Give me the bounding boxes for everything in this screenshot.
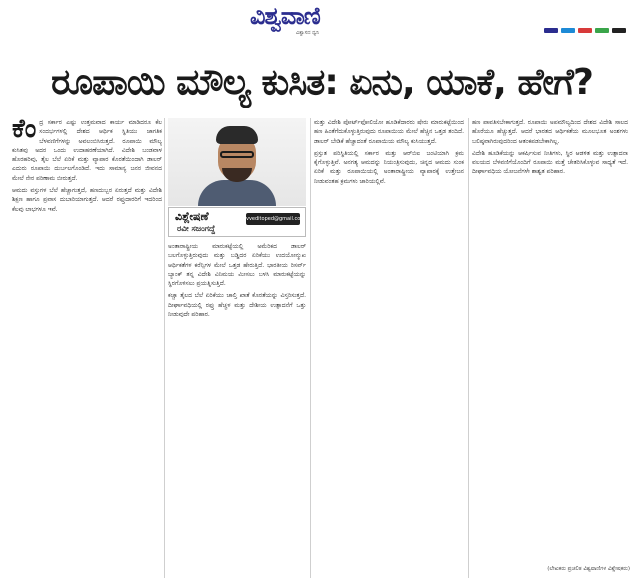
- photo-hair: [216, 126, 258, 144]
- article-column-3: [314, 118, 464, 578]
- masthead-logo: ವಿಶ್ವವಾಣಿ: [250, 2, 320, 30]
- column-paragraph: ಕಚ್ಚಾ ತೈಲದ ಬೆಲೆ ಏರಿಕೆಯು ಚಾಲ್ತಿ ಖಾತೆ ಕೊರತೆಯನ್ನು ವಿಸ್ತರಿಸುತ್ತದೆ. ದೀರ್ಘಾವಧಿಯಲ್ಲಿ ರಫ್ತು ಹೆಚ್ಚಳ ಮತ್ತು ದೇಶೀಯ ಉತ್ಪಾದನೆಗೆ ಒತ್ತು ನೀಡುವುದೇ ಪರಿಹಾರ.: [168, 292, 306, 319]
- dropcap: ಕೆಂ: [12, 118, 37, 144]
- masthead-color-strip: [544, 28, 626, 33]
- column-paragraph: ದ್ರ ಸರ್ಕಾರ ಎಷ್ಟು ಉತ್ತಮವಾದ ಕಾರ್ಯ ಮಾಡಿದರೂ ಕೆಲ ಸಂದರ್ಭಗಳಲ್ಲಿ ದೇಶದ ಆರ್ಥಿಕ ಸ್ಥಿತಿಯು ಜಾಗತಿಕ ಬೆಳವಣಿಗೆಗಳನ್ನು ಅವಲಂಬಿಸಿರುತ್ತದೆ. ರೂಪಾಯಿ ಮೌಲ್ಯ ಕುಸಿತವು ಅದರ ಒಂದು ಉದಾಹರಣೆಯಾಗಿದೆ. ವಿದೇಶಿ ಬಂಡವಾಳ ಹೊರಹರಿವು, ತೈಲ ಬೆಲೆ ಏರಿಕೆ ಮತ್ತು ವ್ಯಾಪಾರ ಕೊರತೆಯಿಂದಾಗಿ ಡಾಲರ್ ಎದುರು ರೂಪಾಯಿ ದುರ್ಬಲಗೊಂಡಿದೆ. ಇದು ಸಾಮಾನ್ಯ ಜನರ ಜೀವನದ ಮೇಲೆ ನೇರ ಪರಿಣಾಮ ಬೀರುತ್ತದೆ.: [12, 119, 162, 182]
- series-label: ವಿಶ್ಲೇಷಣೆ: [175, 210, 209, 223]
- author-name: ರವೀ ಸಜಂಗದ್ದೆ: [177, 224, 216, 233]
- column-paragraph: ಮತ್ತು ವಿದೇಶಿ ಪೋರ್ಟ್‌ಫೋಲಿಯೋ ಹೂಡಿಕೆದಾರರು ಷೇರು ಮಾರುಕಟ್ಟೆಯಿಂದ ಹಣ ಹಿಂತೆಗೆದುಕೊಳ್ಳುತ್ತಿರುವುದು ರೂಪಾಯಿಯ ಮೇಲೆ ಹೆಚ್ಚಿನ ಒತ್ತಡ ತಂದಿದೆ. ಡಾಲರ್ ಬೇಡಿಕೆ ಹೆಚ್ಚಾದಂತೆ ರೂಪಾಯಿಯ ಮೌಲ್ಯ ಕುಸಿಯುತ್ತದೆ.: [314, 119, 464, 145]
- photo-glasses: [220, 151, 254, 158]
- author-namecard: [168, 207, 306, 237]
- column-divider: [468, 118, 469, 578]
- author-email[interactable]: vveditoped@gmail.com: [246, 213, 300, 225]
- masthead: [0, 0, 640, 38]
- column-paragraph: ಆಮದು ವಸ್ತುಗಳ ಬೆಲೆ ಹೆಚ್ಚಾಗುತ್ತದೆ, ಹಣದುಬ್ಬರ ಏರುತ್ತದೆ ಮತ್ತು ವಿದೇಶಿ ಶಿಕ್ಷಣ ಹಾಗೂ ಪ್ರವಾಸ ದುಬಾರಿಯಾಗುತ್ತದೆ. ಆದರೆ ರಫ್ತುದಾರರಿಗೆ ಇದರಿಂದ ಕೆಲವು ಲಾಭಗಳೂ ಇವೆ.: [12, 187, 162, 213]
- column-paragraph: ವಿದೇಶಿ ಹೂಡಿಕೆಯನ್ನು ಆಕರ್ಷಿಸುವ ನೀತಿಗಳು, ಸ್ಥಿರ ಆಡಳಿತ ಮತ್ತು ಉತ್ಪಾದನಾ ವಲಯದ ಬೆಳವಣಿಗೆಯೊಂದಿಗೆ ರೂಪಾಯಿ ಮತ್ತೆ ಚೇತರಿಸಿಕೊಳ್ಳುವ ಸಾಧ್ಯತೆ ಇದೆ. ದೀರ್ಘಾವಧಿಯ ಯೋಜನೆಗಳೇ ಶಾಶ್ವತ ಪರಿಹಾರ.: [472, 149, 628, 176]
- column-paragraph: ಹಣ ಪಾವತಿಸಬೇಕಾಗುತ್ತದೆ. ರೂಪಾಯಿ ಅಪಮೌಲ್ಯದಿಂದ ದೇಶದ ವಿದೇಶಿ ಸಾಲದ ಹೊರೆಯೂ ಹೆಚ್ಚುತ್ತದೆ. ಆದರೆ ಭಾರತದ ಆರ್ಥಿಕತೆಯ ಮೂಲಭೂತ ಅಂಶಗಳು ಬಲಿಷ್ಠವಾಗಿರುವುದರಿಂದ ಆತಂಕಪಡಬೇಕಾಗಿಲ್ಲ.: [472, 119, 628, 145]
- article-column-1: [12, 118, 162, 578]
- color-chip: [612, 28, 626, 33]
- column-divider: [310, 118, 311, 578]
- color-chip: [595, 28, 609, 33]
- color-chip: [544, 28, 558, 33]
- color-chip: [578, 28, 592, 33]
- author-credit: (ಲೇಖಕರು ಪ್ರಚಲಿತ ವಿಶ್ವವಾಣಿಗಳ ವಿಶ್ಲೇಷಕರು): [547, 566, 630, 572]
- color-chip: [561, 28, 575, 33]
- article-headline: ರೂಪಾಯಿ ಮೌಲ್ಯ ಕುಸಿತ: ಏನು, ಯಾಕೆ, ಹೇಗೆ?: [51, 62, 593, 103]
- column-paragraph: ಅಂತಾರಾಷ್ಟ್ರೀಯ ಮಾರುಕಟ್ಟೆಯಲ್ಲಿ ಅಮೆರಿಕದ ಡಾಲರ್ ಬಲಗೊಳ್ಳುತ್ತಿರುವುದು ಮತ್ತು ಬಡ್ಡಿದರ ಏರಿಕೆಯು ಉದಯೋನ್ಮುಖ ಆರ್ಥಿಕತೆಗಳ ಕರೆನ್ಸಿಗಳ ಮೇಲೆ ಒತ್ತಡ ಹೇರುತ್ತಿದೆ. ಭಾರತೀಯ ರಿಸರ್ವ್ ಬ್ಯಾಂಕ್ ತನ್ನ ವಿದೇಶಿ ವಿನಿಮಯ ಮೀಸಲು ಬಳಸಿ ಮಾರುಕಟ್ಟೆಯನ್ನು ಸ್ಥಿರಗೊಳಿಸಲು ಪ್ರಯತ್ನಿಸುತ್ತಿದೆ.: [168, 243, 306, 288]
- article-column-4: [472, 118, 628, 558]
- column-divider: [164, 118, 165, 578]
- article-column-2: [168, 242, 306, 578]
- column-paragraph: ಪ್ರಸ್ತುತ ಪರಿಸ್ಥಿತಿಯಲ್ಲಿ ಸರ್ಕಾರ ಮತ್ತು ಆರ್‌ಬಿಐ ಜಂಟಿಯಾಗಿ ಕ್ರಮ ಕೈಗೊಳ್ಳುತ್ತಿವೆ. ಅನಗತ್ಯ ಆಮದನ್ನು ನಿಯಂತ್ರಿಸುವುದು, ಚಿನ್ನದ ಆಮದು ಸುಂಕ ಏರಿಕೆ ಮತ್ತು ರೂಪಾಯಿಯಲ್ಲಿ ಅಂತಾರಾಷ್ಟ್ರೀಯ ವ್ಯಾಪಾರಕ್ಕೆ ಉತ್ತೇಜನ ನೀಡುವಂತಹ ಕ್ರಮಗಳು ಜಾರಿಯಲ್ಲಿವೆ.: [314, 149, 464, 185]
- masthead-tagline: ವಿಶ್ವಾಸದ ಧ್ವನಿ: [296, 30, 320, 36]
- author-photo: [168, 118, 306, 206]
- photo-shirt: [198, 180, 276, 206]
